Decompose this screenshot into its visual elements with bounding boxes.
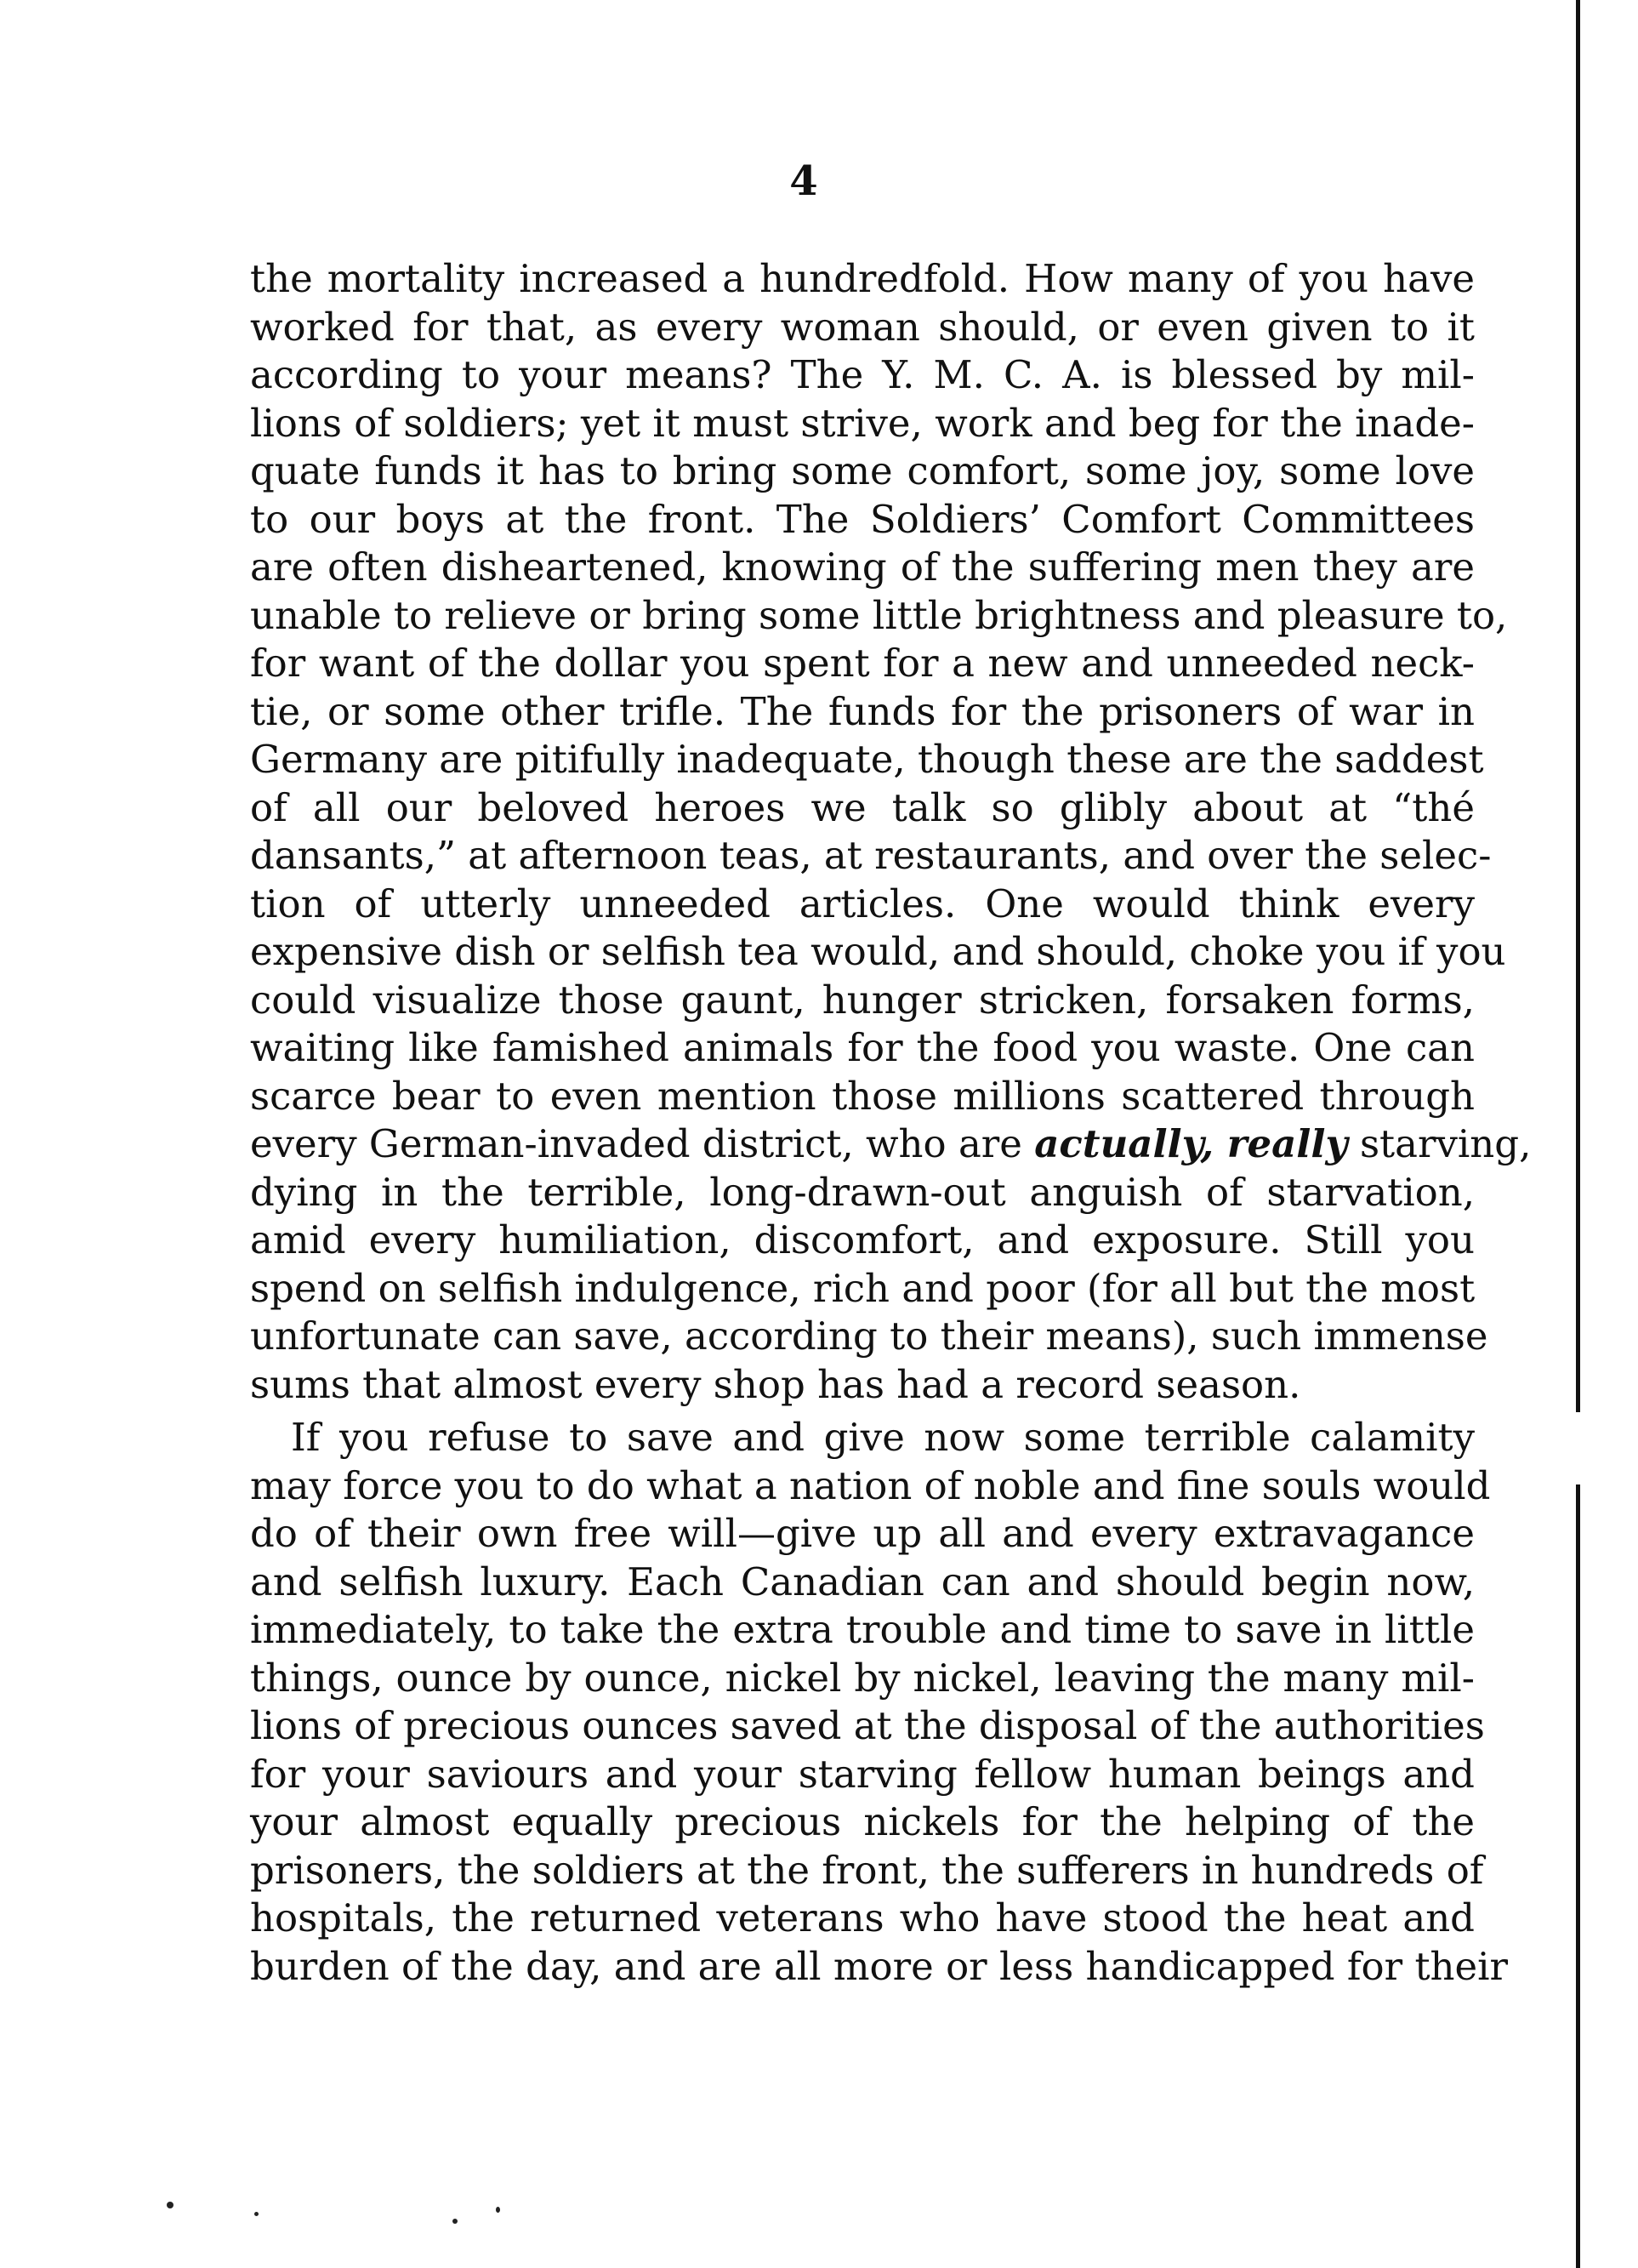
- text-line: [250, 1510, 1475, 1559]
- text-line: [250, 1024, 1475, 1073]
- text-line: [250, 1462, 1491, 1511]
- text-segment: the mortality increased a hundredfold. How many of you have: [250, 256, 1475, 301]
- text-line: [250, 784, 1475, 833]
- text-line: [250, 304, 1475, 352]
- paragraph: [250, 255, 1532, 1409]
- text-segment: waiting like famished animals for the food you waste. One can: [250, 1025, 1475, 1070]
- text-segment: amid every humiliation, discomfort, and exposure. Still you: [250, 1217, 1475, 1262]
- text-line: [250, 1798, 1475, 1847]
- text-line: [250, 977, 1475, 1025]
- text-line: [250, 255, 1475, 304]
- text-segment: for want of the dollar you spent for a new and unneeded neck-: [250, 641, 1475, 686]
- text-line: [250, 1655, 1475, 1703]
- text-segment: expensive dish or selfish tea would, and should, choke you if you: [250, 929, 1506, 974]
- scan-speck: [167, 2202, 173, 2208]
- text-line: [250, 1847, 1484, 1895]
- text-segment: and selfish luxury. Each Canadian can and should begin now,: [250, 1559, 1475, 1604]
- text-line: [250, 928, 1506, 977]
- text-segment: your almost equally precious nickels for the helping of the: [250, 1799, 1475, 1844]
- text-line: [250, 1169, 1475, 1217]
- text-segment: dying in the terrible, long-drawn-out anguish of starvation,: [250, 1169, 1475, 1215]
- text-line: [250, 832, 1492, 880]
- text-segment: for your saviours and your starving fellow human beings and: [250, 1751, 1475, 1797]
- text-line: [250, 544, 1475, 592]
- text-line: [250, 351, 1475, 400]
- text-segment: unfortunate can save, according to their means), such immense: [250, 1314, 1488, 1359]
- text-segment: lions of precious ounces saved at the disposal of the authorities: [250, 1703, 1485, 1748]
- text-segment: hospitals, the returned veterans who have stood the heat and: [250, 1895, 1475, 1940]
- text-segment: according to your means? The Y. M. C. A. is blessed by mil-: [250, 352, 1475, 397]
- text-segment: scarce bear to even mention those millions scattered through: [250, 1073, 1475, 1119]
- page-edge-shadow: [1576, 0, 1580, 1412]
- text-segment: dansants,” at afternoon teas, at restaurants, and over the selec-: [250, 833, 1492, 878]
- text-segment: immediately, to take the extra trouble and time to save in little: [250, 1607, 1475, 1652]
- text-segment: unable to relieve or bring some little brightness and pleasure to,: [250, 592, 1508, 638]
- page-edge-shadow-lower: [1576, 1484, 1580, 2268]
- text-line: [250, 1073, 1475, 1121]
- text-line: [250, 688, 1475, 737]
- text-segment: quate funds it has to bring some comfort, some joy, some love: [250, 448, 1475, 493]
- text-line: [250, 1217, 1475, 1265]
- text-line: [250, 1606, 1475, 1655]
- body-text: [250, 255, 1532, 1991]
- text-segment: things, ounce by ounce, nickel by nickel, leaving the many mil-: [250, 1655, 1475, 1701]
- text-segment: to our boys at the front. The Soldiers’ Comfort Committees: [250, 496, 1475, 542]
- text-segment: tion of utterly unneeded articles. One would think every: [250, 880, 1475, 926]
- text-line: [250, 1361, 1475, 1410]
- text-segment: are often disheartened, knowing of the suffering men they are: [250, 544, 1475, 590]
- text-segment: burden of the day, and are all more or less handicapped for their: [250, 1943, 1509, 1989]
- text-line: [250, 496, 1475, 544]
- text-line: [250, 1943, 1509, 1992]
- text-line: [250, 1265, 1475, 1314]
- scan-speck: [452, 2219, 458, 2224]
- text-line: [250, 880, 1475, 929]
- text-line: [250, 1702, 1485, 1751]
- text-line: [250, 1414, 1475, 1462]
- text-segment: of all our beloved heroes we talk so glibly about at “thé: [250, 784, 1475, 830]
- text-line: [250, 400, 1475, 448]
- text-line: [250, 736, 1484, 784]
- scan-speck: [254, 2212, 259, 2216]
- text-segment: Germany are pitifully inadequate, though these are the saddest: [250, 737, 1484, 782]
- text-line: [250, 1313, 1488, 1361]
- page-number: 4: [789, 157, 818, 205]
- emphasized-text: actually, really: [1034, 1121, 1348, 1166]
- text-line: [250, 447, 1475, 496]
- text-segment: lions of soldiers; yet it must strive, work and beg for the inade-: [250, 400, 1475, 446]
- text-segment: may force you to do what a nation of noble and fine souls would: [250, 1462, 1491, 1508]
- scan-speck: [496, 2207, 500, 2213]
- text-segment: sums that almost every shop has had a record season.: [250, 1361, 1301, 1407]
- text-segment: every German-invaded district, who are: [250, 1121, 1035, 1166]
- text-line: [250, 1559, 1475, 1607]
- text-segment: prisoners, the soldiers at the front, the sufferers in hundreds of: [250, 1847, 1484, 1893]
- text-segment: worked for that, as every woman should, or even given to it: [250, 304, 1475, 350]
- text-segment: could visualize those gaunt, hunger stricken, forsaken forms,: [250, 977, 1475, 1023]
- text-line: [250, 1751, 1475, 1799]
- text-segment: starving,: [1347, 1121, 1532, 1166]
- text-line: [250, 1120, 1532, 1169]
- text-segment: tie, or some other trifle. The funds for the prisoners of war in: [250, 688, 1475, 734]
- text-segment: do of their own free will—give up all and every extravagance: [250, 1511, 1475, 1556]
- text-line: [250, 1895, 1475, 1943]
- paragraph: [250, 1414, 1509, 1991]
- text-segment: spend on selfish indulgence, rich and poor (for all but the most: [250, 1265, 1476, 1311]
- text-segment: If you refuse to save and give now some terrible calamity: [291, 1415, 1475, 1460]
- text-line: [250, 640, 1475, 688]
- text-line: [250, 592, 1508, 641]
